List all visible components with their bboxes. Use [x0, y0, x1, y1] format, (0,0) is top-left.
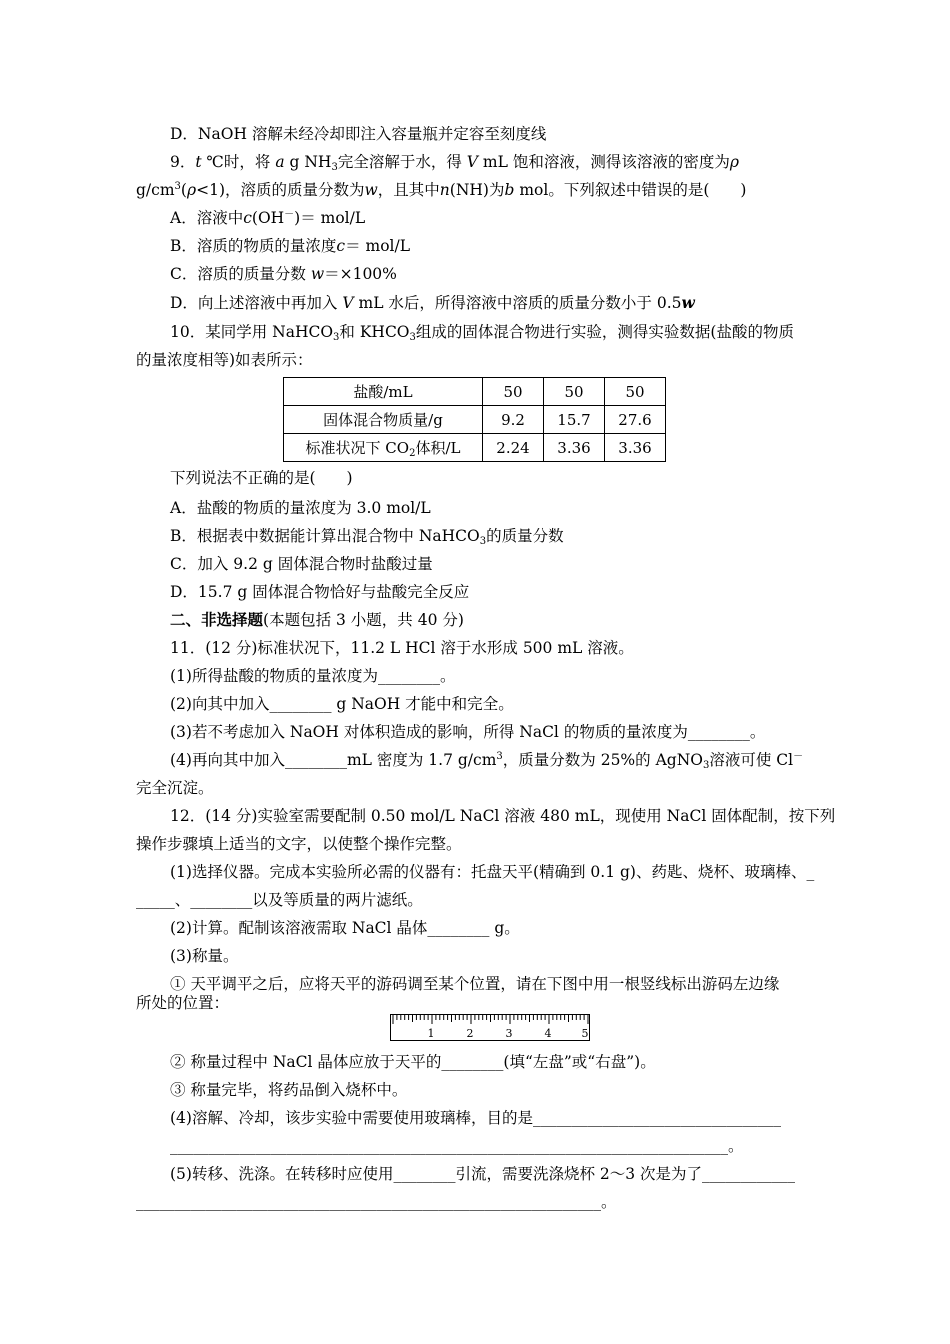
ruler-label: 3 — [505, 1027, 513, 1040]
q8-option-d: D．NaOH 溶解未经冷却即注入容量瓶并定容至刻度线 — [170, 125, 547, 143]
table-cell: 27.6 — [605, 406, 666, 434]
balance-ruler — [390, 1014, 590, 1041]
q12-part1-cont: _____、________以及等质量的两片滤纸。 — [136, 891, 423, 909]
q9-option-b: B．溶质的物质的量浓度c＝ mol/L — [170, 237, 411, 255]
table-cell: 15.7 — [544, 406, 605, 434]
q12-part2: (2)计算。配制该溶液需取 NaCl 晶体________ g。 — [170, 919, 520, 937]
q11-part3: (3)若不考虑加入 NaOH 对体积造成的影响，所得 NaCl 的物质的量浓度为________。 — [170, 723, 766, 741]
q10-option-a: A．盐酸的物质的量浓度为 3.0 mol/L — [170, 499, 431, 517]
q9-option-a: A．溶液中c(OH－)＝ mol/L — [170, 209, 366, 227]
q10-question: 下列说法不正确的是( ) — [170, 469, 353, 487]
table-cell: 50 — [483, 378, 544, 406]
q10-data-table — [283, 377, 666, 462]
q10-option-b: B．根据表中数据能计算出混合物中 NaHCO$_3$的质量分数 — [170, 527, 564, 547]
table-cell: 3.36 — [605, 434, 666, 462]
q9-option-d: D．向上述溶液中再加入 V mL 水后，所得溶液中溶质的质量分数小于 0.5w — [170, 293, 695, 312]
q12-step2: ② 称量过程中 NaCl 晶体应放于天平的________(填“左盘”或“右盘”)。 — [170, 1053, 656, 1071]
table-row — [284, 434, 666, 462]
table-row — [284, 378, 666, 406]
ruler-label: 5 — [581, 1027, 589, 1040]
q12-part5: (5)转移、洗涤。在转移时应使用________引流，需要洗涤烧杯 2～3 次是为了____________ — [170, 1165, 796, 1183]
q11-part2: (2)向其中加入________ g NaOH 才能中和完全。 — [170, 695, 514, 713]
q12-stem-line2: 操作步骤填上适当的文字，以使整个操作完整。 — [136, 835, 462, 853]
q9-option-c: C．溶质的质量分数 w＝×100% — [170, 265, 397, 283]
q10-option-c: C．加入 9.2 g 固体混合物时盐酸过量 — [170, 555, 433, 573]
q9-stem-line1: 9．t ℃时，将 a g $NH_3$完全溶解于水，得 V mL 饱和溶液，测得该溶液的密度为ρ — [170, 153, 739, 173]
table-row — [284, 406, 666, 434]
ruler-label: 4 — [544, 1027, 552, 1040]
q12-part4: (4)溶解、冷却，该步实验中需要使用玻璃棒，目的是________________________________ — [170, 1109, 781, 1127]
ruler-label: 1 — [427, 1027, 435, 1040]
section-heading: 二、非选择题(本题包括 3 小题，共 40 分) — [170, 610, 464, 629]
q12-part1: (1)选择仪器。完成本实验所必需的仪器有：托盘天平(精确到 0.1 g)、药匙、烧杯、玻璃棒、_ — [170, 863, 815, 881]
q11-part1: (1)所得盐酸的物质的量浓度为________。 — [170, 667, 456, 685]
ruler-label: 2 — [466, 1027, 474, 1040]
q10-option-d: D．15.7 g 固体混合物恰好与盐酸完全反应 — [170, 583, 470, 601]
table-cell: 50 — [544, 378, 605, 406]
table-cell: 9.2 — [483, 406, 544, 434]
q11-part4: (4)再向其中加入________mL 密度为 1.7 $g/cm^3$，质量分数为 25%的 AgNO$_3$溶液可使 Cl－ — [170, 751, 804, 771]
q10-stem-line2: 的量浓度相等)如表所示： — [136, 351, 313, 369]
q12-step3: ③ 称量完毕，将药品倒入烧杯中。 — [170, 1081, 408, 1099]
q9-stem-line2: $g/cm^3(\rho<1)$，溶质的质量分数为w，且其中n(NH)为b mol。下列叙述中错误的是( ) — [136, 181, 747, 199]
q11-part4-cont: 完全沉淀。 — [136, 779, 214, 797]
q11-stem: 11．(12 分)标准状况下，11.2 L HCl 溶于水形成 500 mL 溶液。 — [170, 639, 634, 657]
table-cell: 2.24 — [483, 434, 544, 462]
q10-stem-line1: 10．某同学用 NaHCO$_3$和 $KHCO_3$组成的固体混合物进行实验，测得实验数据(盐酸的物质 — [170, 323, 794, 343]
q12-step1-cont: 所处的位置： — [136, 994, 230, 1012]
q12-part3: (3)称量。 — [170, 947, 239, 965]
table-cell: 固体混合物质量/g — [284, 406, 483, 434]
ruler-scale — [391, 1015, 589, 1040]
q12-step1: ① 天平调平之后，应将天平的游码调至某个位置，请在下图中用一根竖线标出游码左边缘 — [170, 975, 780, 993]
table-cell: 盐酸/mL — [284, 378, 483, 406]
table-cell: 50 — [605, 378, 666, 406]
q12-stem-line1: 12．(14 分)实验室需要配制 0.50 mol/L NaCl 溶液 480 mL，现使用 NaCl 固体配制，按下列 — [170, 807, 836, 825]
q12-part4-cont: ________________________________________________________________________。 — [170, 1137, 744, 1155]
q12-part5-cont: ____________________________________________________________。 — [136, 1193, 617, 1211]
table-cell: 标准状况下 $CO_2$体积/L — [284, 434, 483, 462]
table-cell: 3.36 — [544, 434, 605, 462]
